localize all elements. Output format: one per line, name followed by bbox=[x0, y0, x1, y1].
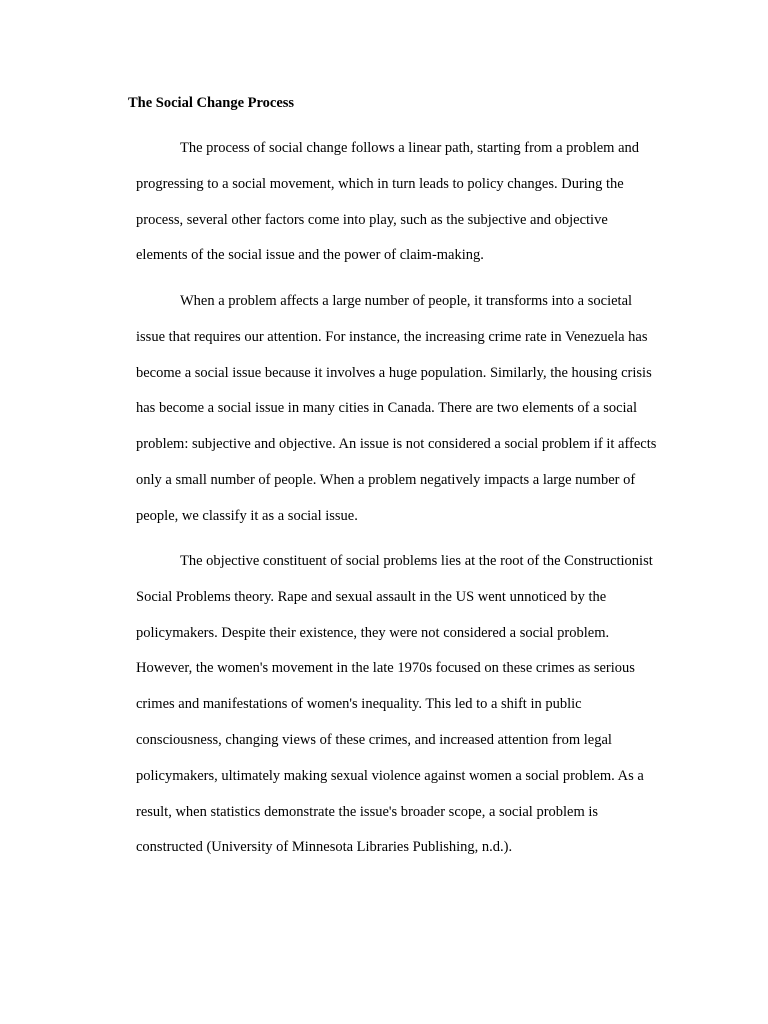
paragraph-line: elements of the social issue and the power of claim-making. bbox=[136, 247, 484, 264]
paragraph-line: has become a social issue in many cities in Canada. There are two elements of a social bbox=[136, 400, 638, 417]
paragraph-line: consciousness, changing views of these crimes, and increased attention from legal bbox=[136, 731, 612, 748]
paragraph-line: Social Problems theory. Rape and sexual assault in the US went unnoticed by the bbox=[136, 588, 607, 605]
paragraph-line: result, when statistics demonstrate the issue's broader scope, a social problem is bbox=[136, 803, 599, 820]
paragraph-line: issue that requires our attention. For instance, the increasing crime rate in Venezuela has bbox=[136, 328, 648, 345]
paragraph-line: become a social issue because it involves a huge population. Similarly, the housing crisis bbox=[136, 364, 652, 381]
paragraph-line: people, we classify it as a social issue. bbox=[136, 507, 358, 524]
paragraph-line: process, several other factors come into play, such as the subjective and objective bbox=[136, 211, 608, 228]
paragraph-line: When a problem affects a large number of people, it transforms into a societal bbox=[180, 293, 633, 309]
paragraph-2 bbox=[136, 284, 686, 535]
paragraph-3 bbox=[136, 544, 686, 866]
paragraph-line: However, the women's movement in the late 1970s focused on these crimes as serious bbox=[136, 660, 635, 677]
paragraph-line: The objective constituent of social problems lies at the root of the Constructionist bbox=[180, 553, 653, 569]
paragraph-line: policymakers. Despite their existence, they were not considered a social problem. bbox=[136, 624, 610, 641]
paragraph-1 bbox=[136, 131, 686, 274]
paragraph-line: policymakers, ultimately making sexual violence against women a social problem. As a bbox=[136, 767, 644, 784]
paragraph-line: crimes and manifestations of women's inequality. This led to a shift in public bbox=[136, 696, 582, 713]
section-heading: The Social Change Process bbox=[128, 95, 295, 111]
paragraph-line: progressing to a social movement, which in turn leads to policy changes. During the bbox=[136, 175, 624, 192]
paragraph-line: constructed (University of Minnesota Libraries Publishing, n.d.). bbox=[136, 839, 513, 856]
paragraph-line: The process of social change follows a linear path, starting from a problem and bbox=[180, 140, 640, 156]
paragraph-line: only a small number of people. When a problem negatively impacts a large number of bbox=[136, 471, 636, 488]
paragraph-line: problem: subjective and objective. An issue is not considered a social problem if it affects bbox=[136, 436, 657, 453]
